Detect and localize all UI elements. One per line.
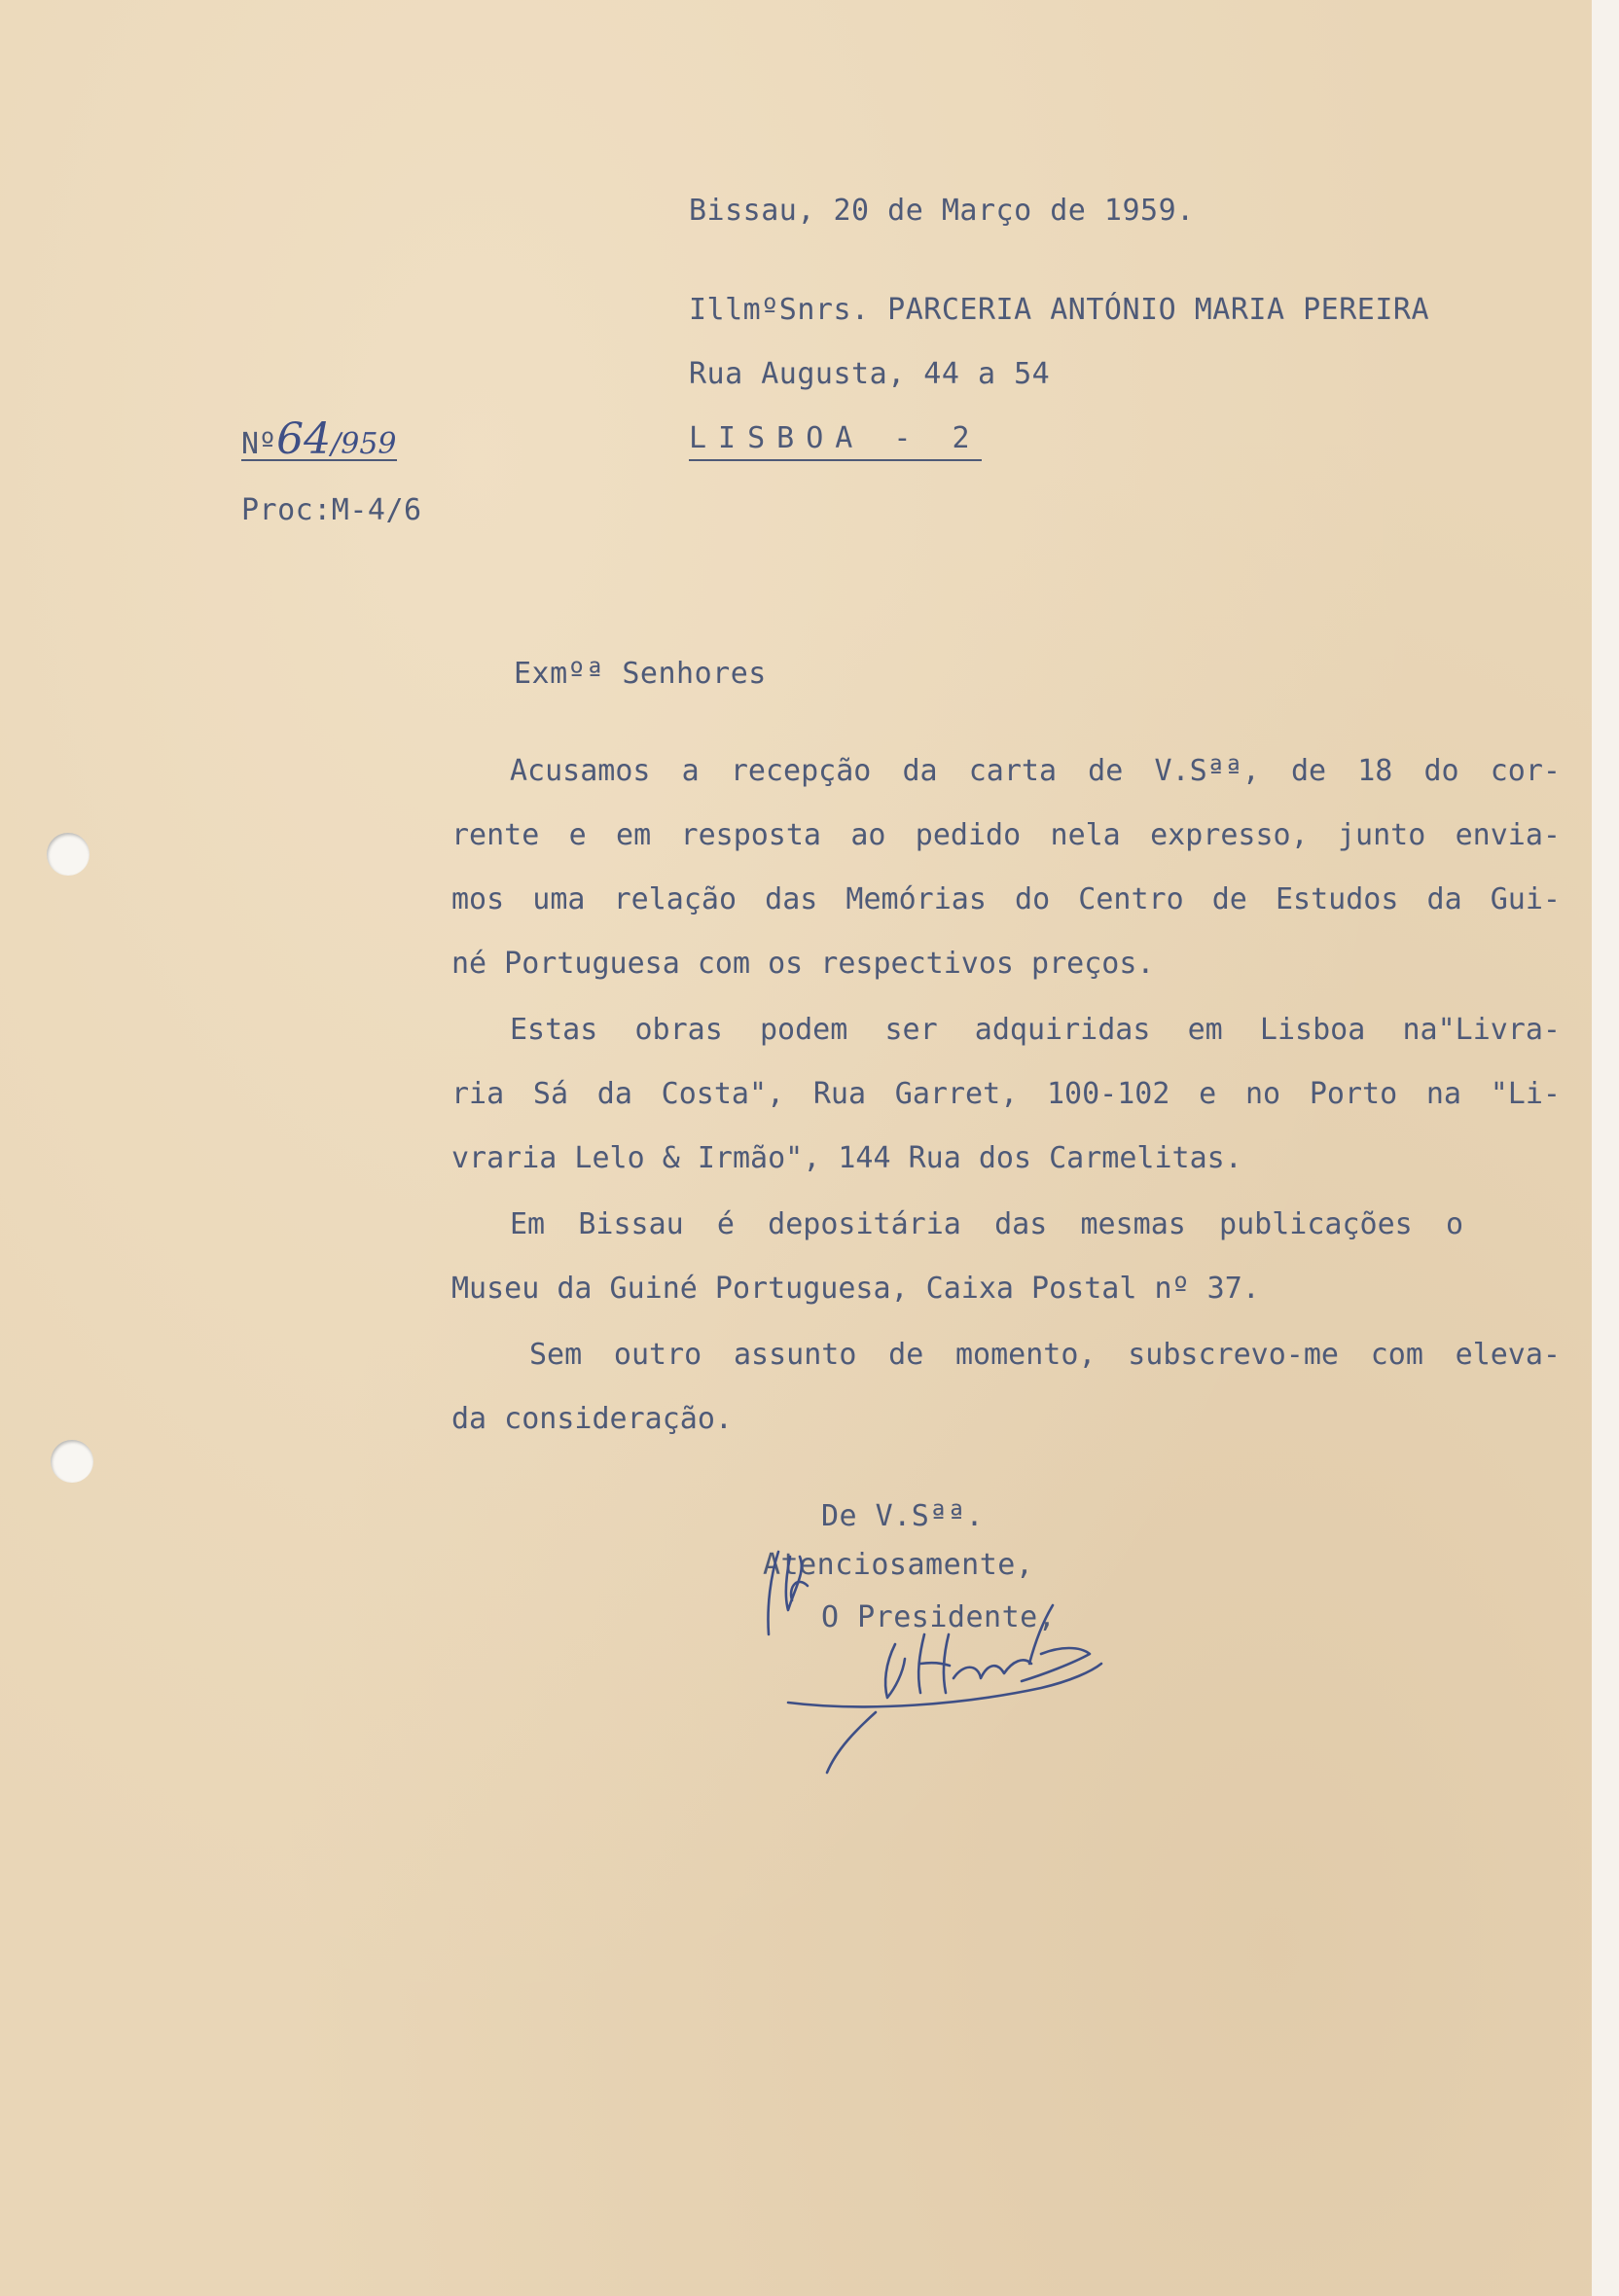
paragraph1-line4: né Portuguesa com os respectivos preços. (451, 947, 1155, 981)
paragraph1-line3: mos uma relação das Memórias do Centro de Estudos da Gui- (451, 882, 1561, 916)
paragraph3-line2: Museu da Guiné Portuguesa, Caixa Postal nº 37. (451, 1272, 1260, 1306)
punch-hole-top (47, 833, 90, 876)
closing-line1: De V.Sªª. (821, 1499, 985, 1533)
closing-line3: O Presidente, (821, 1600, 1057, 1634)
paragraph3-line1: Em Bissau é depositária das mesmas publicações o (510, 1207, 1463, 1241)
salutation: Exmºª Senhores (514, 657, 767, 691)
process-reference: Proc:M-4/6 (241, 493, 422, 527)
reference-prefix: Nº (241, 427, 277, 461)
paragraph2-line3: vraria Lelo & Irmão", 144 Rua dos Carmelitas. (451, 1141, 1242, 1175)
reference-number (241, 414, 397, 464)
recipient-city: LISBOA - 2 (689, 424, 982, 461)
reference-number-handwritten: 64 (276, 414, 332, 464)
scan-edge (1592, 0, 1619, 2296)
paragraph2-line2: ria Sá da Costa", Rua Garret, 100-102 e no Porto na "Li- (451, 1077, 1561, 1111)
paragraph4-line2: da consideração. (451, 1402, 733, 1436)
recipient-name: IllmºSnrs. PARCERIA ANTÓNIO MARIA PEREIRA (689, 293, 1430, 327)
handwritten-signature (749, 1518, 1158, 1790)
punch-hole-bottom (51, 1440, 93, 1483)
date-line: Bissau, 20 de Março de 1959. (689, 194, 1195, 228)
paragraph1-line2: rente e em resposta ao pedido nela expresso, junto envia- (451, 818, 1561, 852)
paragraph2-line1: Estas obras podem ser adquiridas em Lisboa na"Livra- (510, 1013, 1561, 1047)
paragraph1-line1: Acusamos a recepção da carta de V.Sªª, de 18 do cor- (510, 754, 1561, 788)
closing-line2: Atenciosamente, (763, 1548, 1034, 1582)
reference-year: /959 (331, 427, 397, 461)
paragraph4-line1: Sem outro assunto de momento, subscrevo-me com eleva- (529, 1338, 1561, 1372)
recipient-street: Rua Augusta, 44 a 54 (689, 357, 1051, 391)
